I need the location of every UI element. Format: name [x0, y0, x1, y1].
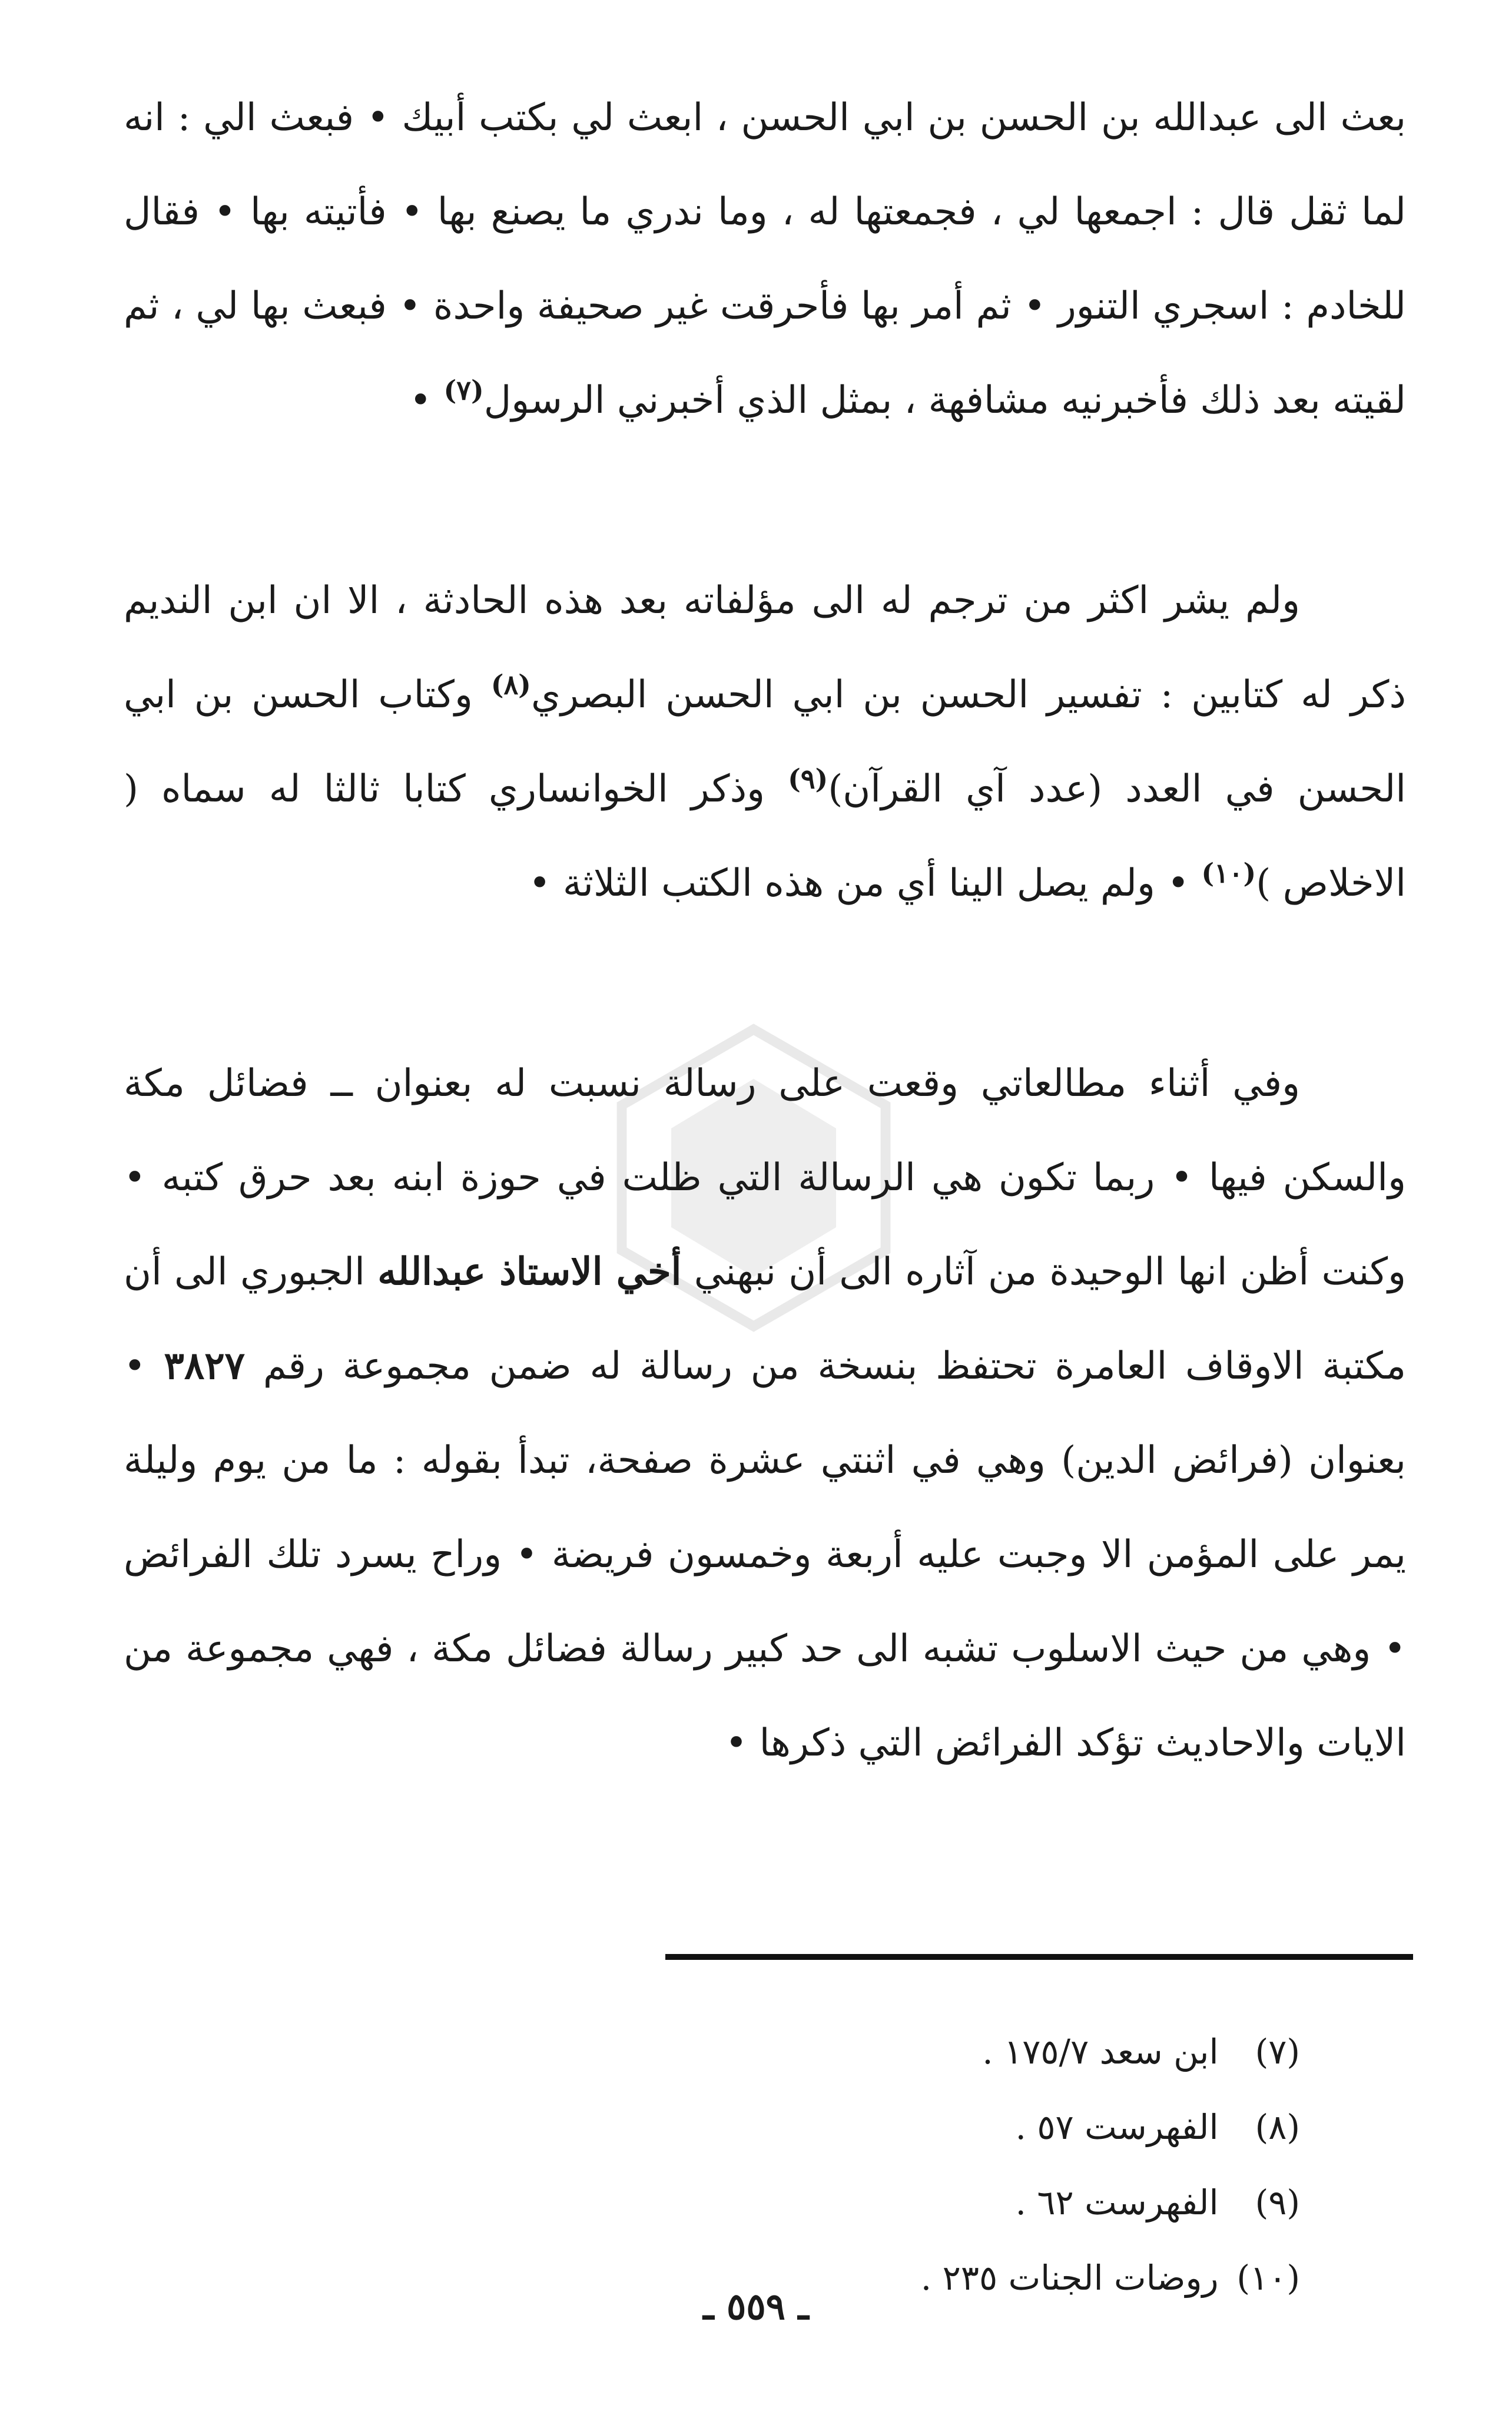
page-number: ـ ٥٥٩ ـ: [703, 2285, 809, 2328]
paragraph-3-emphasis: أخي الاستاذ عبدالله: [377, 1250, 682, 1294]
footnote-text: ابن سعد ١٧٥/٧ .: [982, 2032, 1219, 2072]
paragraph-2-text-b: وكتاب الحسن بن ابي الحسن في العدد (عدد آي القرآن): [124, 673, 1407, 811]
footnote-text: الفهرست ٦٢ .: [1015, 2182, 1219, 2223]
paragraph-2-text-c: وذكر الخوانساري كتابا ثالثا له سماه ( الاخلاص ): [124, 767, 1406, 905]
manuscript-number: ٣٨٢٧: [164, 1344, 246, 1388]
footnote-text: الفهرست ٥٧ .: [1015, 2107, 1219, 2147]
footnote-7: [652, 2014, 1300, 2089]
footnote-ref-10[interactable]: (١٠): [1201, 857, 1256, 889]
footnote-number: (٧): [1255, 2032, 1300, 2072]
paragraph-3-text-c: • بعنوان (فرائض الدين) وهي في اثنتي عشرة صفحة، تبدأ بقوله : ما من يوم وليلة يمر على المؤمن الا وجبت عليه أربعة وخمسون فريضة • وراح يسرد تلك الفرائض • وهي من حيث الاسلوب تشبه الى حد كبير رسالة فضائل مكة ، فهي مجموعة من الايات والاحاديث تؤكد الفرائض التي ذكرها •: [124, 1344, 1407, 1765]
footnote-9: [652, 2165, 1300, 2240]
paragraph-1-end: •: [409, 379, 444, 422]
paragraph-1: [124, 71, 1406, 448]
footnote-text: روضات الجنات ٢٣٥ .: [920, 2258, 1219, 2298]
footnote-number: (٩): [1255, 2182, 1300, 2223]
paragraph-2-text-d: • ولم يصل الينا أي من هذه الكتب الثلاثة •: [528, 862, 1202, 905]
footnote-number: (١٠): [1236, 2258, 1300, 2298]
footnotes: [652, 2014, 1300, 2316]
paragraph-3-text-b: الجبوري الى أن مكتبة الاوقاف العامرة تحتفظ بنسخة من رسالة له ضمن مجموعة رقم: [124, 1250, 1407, 1388]
footnote-divider: [665, 1954, 1413, 1960]
paragraph-3: [124, 1036, 1406, 1790]
footnote-ref-7[interactable]: (٧): [443, 374, 484, 406]
paragraph-2-text-a: ولم يشر اكثر من ترجم له الى مؤلفاته بعد هذه الحادثة ، الا ان ابن النديم ذكر له كتابين : تفسير الحسن بن ابي الحسن البصري: [124, 579, 1406, 717]
footnote-ref-8[interactable]: (٨): [490, 668, 531, 701]
paragraph-3-text-a: وفي أثناء مطالعاتي وقعت على رسالة نسبت له بعنوان ــ فضائل مكة والسكن فيها • ربما تكون هي الرسالة التي ظلت في حوزة ابنه بعد حرق كتبه • وكنت أظن انها الوحيدة من آثاره الى أن نبهني: [124, 1062, 1407, 1294]
footnote-number: (٨): [1255, 2107, 1300, 2147]
paragraph-2: [124, 554, 1406, 930]
footnote-ref-9[interactable]: (٩): [788, 763, 828, 795]
paragraph-1-text: بعث الى عبدالله بن الحسن بن ابي الحسن ، ابعث لي بكتب أبيك • فبعث الي : انه لما ثقل قال : اجمعها لي ، فجمعتها له ، وما ندري ما يصنع بها • فأتيته بها • فقال للخادم : اسجري التنور • ثم أمر بها فأحرقت غير صحيفة واحدة • فبعث بها لي ، ثم لقيته بعد ذلك فأخبرنيه مشافهة ، بمثل الذي أخبرني الرسول: [124, 96, 1407, 422]
footnote-8: [652, 2089, 1300, 2165]
